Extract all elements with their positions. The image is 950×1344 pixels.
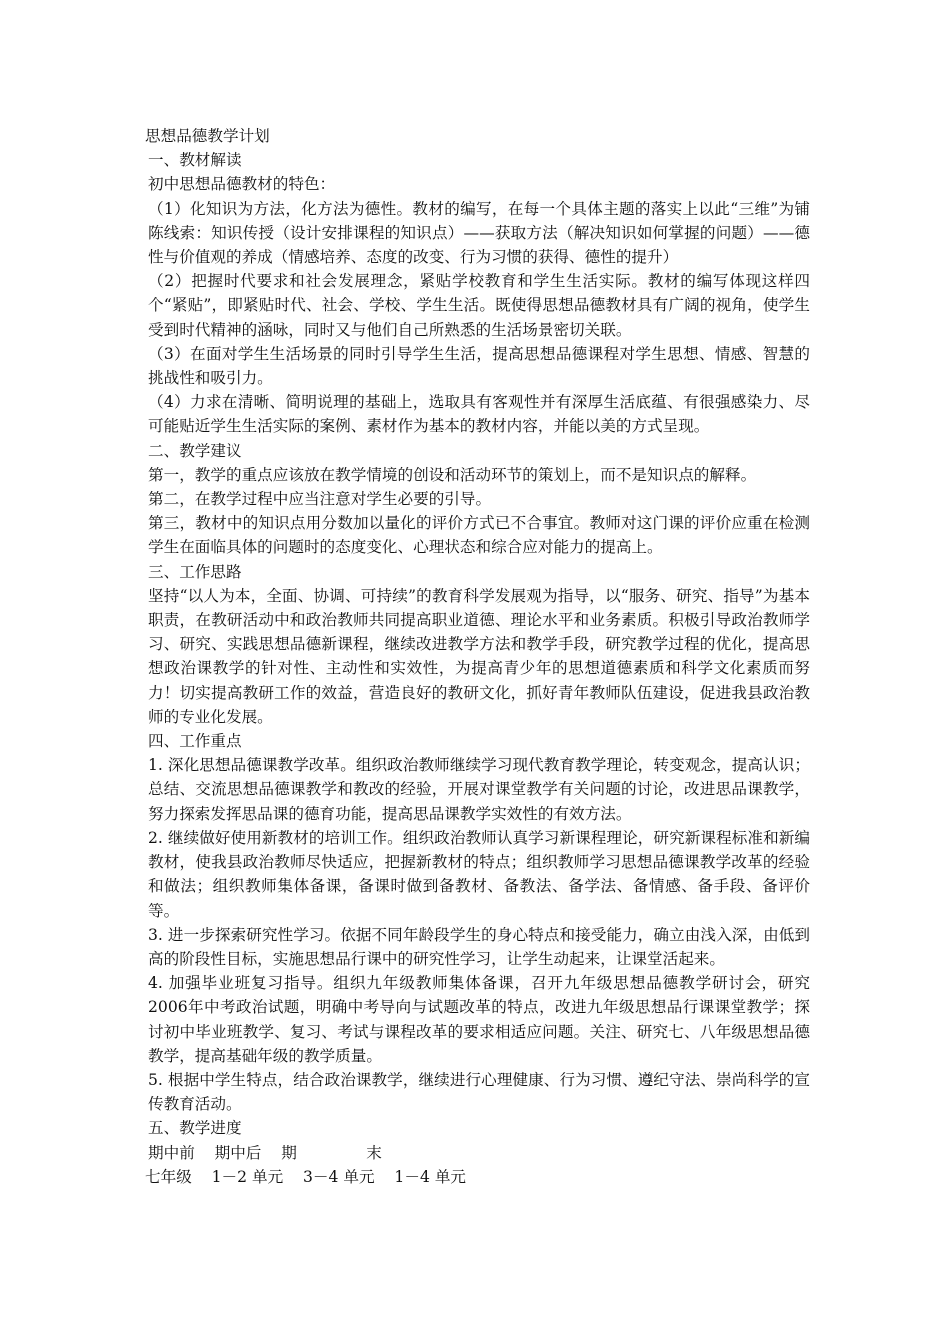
schedule-header: 期中前 期中后 期 末 (148, 1143, 382, 1162)
paragraph: 第三，教材中的知识点用分数加以量化的评价方式已不合事宜。教师对这门课的评价应重在检测学生在面临具体的问题时的态度变化、心理状态和综合应对能力的提高上。 (148, 514, 810, 557)
document-body (146, 124, 810, 1189)
section-heading-5: 五、教学进度 (148, 1119, 242, 1138)
paragraph: 4. 加强毕业班复习指导。组织九年级教师集体备课，召开九年级思想品德教学研讨会，研究2006年中考政治试题，明确中考导向与试题改革的特点，改进九年级思想品行课课堂教学；探讨初中毕业班教学、复习、考试与课程改革的要求相适应问题。关注、研究七、八年级思想品德教学，提高基础年级的教学质量。 (148, 974, 810, 1065)
schedule-row: 七年级 1－2 单元 3－4 单元 1－4 单元 (145, 1167, 467, 1186)
paragraph: （4）力求在清晰、简明说理的基础上，选取具有客观性并有深厚生活底蕴、有很强感染力、尽可能贴近学生生活实际的案例、素材作为基本的教材内容，并能以美的方式呈现。 (148, 393, 810, 436)
section-heading-1: 一、教材解读 (148, 151, 242, 170)
section-heading-2: 二、教学建议 (148, 441, 242, 460)
paragraph: （1）化知识为方法，化方法为德性。教材的编写，在每一个具体主题的落实上以此“三维”为铺陈线索：知识传授（设计安排课程的知识点）——获取方法（解决知识如何掌握的问题）——德性与价值观的养成（情感培养、态度的改变、行为习惯的获得、德性的提升） (148, 199, 810, 267)
paragraph: 1. 深化思想品德课教学改革。组织政治教师继续学习现代教育教学理论，转变观念，提高认识；总结、交流思想品德课教学和教改的经验，开展对课堂教学有关问题的讨论，改进思品课教学，努力探索发挥思品课的德育功能，提高思品课教学实效性的有效方法。 (148, 756, 810, 823)
paragraph: 3. 进一步探索研究性学习。依据不同年龄段学生的身心特点和接受能力，确立由浅入深，由低到高的阶段性目标，实施思想品行课中的研究性学习，让学生动起来，让课堂活起来。 (148, 925, 810, 968)
paragraph: 5. 根据中学生特点，结合政治课教学，继续进行心理健康、行为习惯、遵纪守法、崇尚科学的宣传教育活动。 (148, 1070, 810, 1114)
section-heading-4: 四、工作重点 (148, 732, 242, 751)
paragraph: 坚持“以人为本，全面、协调、可持续”的教育科学发展观为指导，以“服务、研究、指导”为基本职责，在教研活动中和政治教师共同提高职业道德、理论水平和业务素质。积极引导政治教师学习、研究、实践思想品德新课程，继续改进教学方法和教学手段，研究教学过程的优化，提高思想政治课教学的针对性、主动性和实效性，为提高青少年的思想道德素质和科学文化素质而努力！切实提高教研工作的效益，营造良好的教研文化，抓好青年教师队伍建设，促进我县政治教师的专业化发展。 (148, 586, 810, 726)
paragraph: （3）在面对学生生活场景的同时引导学生生活，提高思想品德课程对学生思想、情感、智慧的挑战性和吸引力。 (148, 344, 810, 388)
paragraph: 2. 继续做好使用新教材的培训工作。组织政治教师认真学习新课程理论，研究新课程标准和新编教材，使我县政治教师尽快适应，把握新教材的特点；组织教师学习思想品德课教学改革的经验和做法；组织教师集体备课，备课时做到备教材、备教法、备学法、备情感、备手段、备评价等。 (148, 828, 810, 920)
paragraph: （2）把握时代要求和社会发展理念，紧贴学校教育和学生生活实际。教材的编写体现这样四个“紧贴”，即紧贴时代、社会、学校、学生生活。既使得思想品德教材具有广阔的视角，使学生受到时代精神的涵咏，同时又与他们自己所熟悉的生活场景密切关联。 (148, 272, 810, 339)
paragraph: 第一，教学的重点应该放在教学情境的创设和活动环节的策划上，而不是知识点的解释。 (148, 465, 757, 484)
document-title: 思想品德教学计划 (145, 127, 270, 145)
paragraph: 初中思想品德教材的特色： (148, 175, 336, 194)
paragraph: 第二，在教学过程中应当注意对学生必要的引导。 (148, 490, 492, 509)
section-heading-3: 三、工作思路 (148, 562, 242, 581)
